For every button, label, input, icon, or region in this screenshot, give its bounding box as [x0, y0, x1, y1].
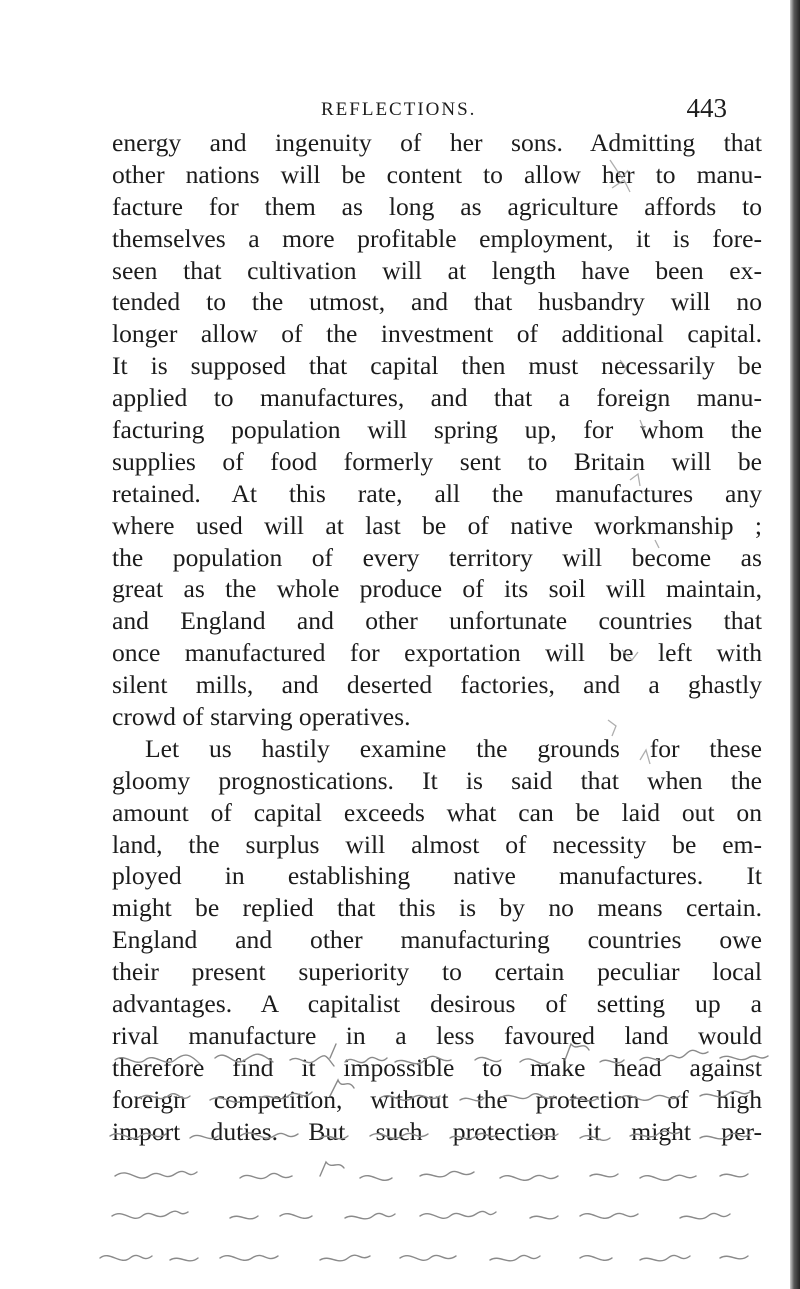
- text-line: ployed in establishing native manufactures. It: [112, 861, 762, 891]
- margin-pencil-marks: [600, 120, 790, 820]
- page-number: 443: [686, 93, 727, 123]
- text-line: England and other manufacturing countries owe: [112, 925, 762, 955]
- text-line: longer allow of the investment of additional capital.: [112, 319, 762, 349]
- text-line: other nations will be content to allow her to manu-: [112, 159, 762, 189]
- text-line: supplies of food formerly sent to Britain will be: [112, 446, 762, 476]
- text-line: and England and other unfortunate countries that: [112, 606, 762, 636]
- text-line: Let us hastily examine the grounds for these: [145, 733, 762, 763]
- text-line: amount of capital exceeds what can be laid out on: [112, 797, 762, 827]
- text-line: tended to the utmost, and that husbandry will no: [112, 287, 762, 317]
- text-line: themselves a more profitable employment, it is fore-: [112, 223, 762, 253]
- text-line: silent mills, and deserted factories, and a ghastly: [112, 670, 762, 700]
- text-line: foreign competition, without the protection of high: [112, 1084, 762, 1114]
- text-line: energy and ingenuity of her sons. Admitting that: [112, 128, 762, 157]
- text-line: advantages. A capitalist desirous of setting up a: [112, 989, 762, 1019]
- text-line: facture for them as long as agriculture affords to: [112, 191, 762, 221]
- running-head: REFLECTIONS.: [321, 99, 477, 120]
- text-line: where used will at last be of native workmanship ;: [112, 510, 762, 540]
- text-line: rival manufacture in a less favoured land would: [112, 1020, 762, 1050]
- text-line: the population of every territory will become as: [112, 542, 762, 572]
- text-line: gloomy prognostications. It is said that when the: [112, 765, 762, 795]
- text-line: land, the surplus will almost of necessity be em-: [112, 829, 762, 859]
- text-line: seen that cultivation will at length have been ex-: [112, 255, 762, 285]
- text-line: retained. At this rate, all the manufactures any: [112, 478, 762, 508]
- handwritten-annotation: [0, 1040, 790, 1289]
- page-edge-shadow: [790, 0, 800, 1289]
- text-line: therefore find it impossible to make head against: [112, 1052, 762, 1082]
- text-line: import duties. But such protection it might per-: [112, 1116, 762, 1146]
- text-line: might be replied that this is by no means certain.: [112, 893, 762, 923]
- text-line: great as the whole produce of its soil will maintain,: [112, 574, 762, 604]
- text-line: crowd of starving operatives.: [112, 702, 411, 732]
- text-line: It is supposed that capital then must necessarily be: [112, 351, 762, 381]
- text-line: facturing population will spring up, for whom the: [112, 415, 762, 445]
- text-line: applied to manufactures, and that a foreign manu-: [112, 383, 762, 413]
- text-line: once manufactured for exportation will be left with: [112, 638, 762, 668]
- text-line: their present superiority to certain peculiar local: [112, 957, 762, 987]
